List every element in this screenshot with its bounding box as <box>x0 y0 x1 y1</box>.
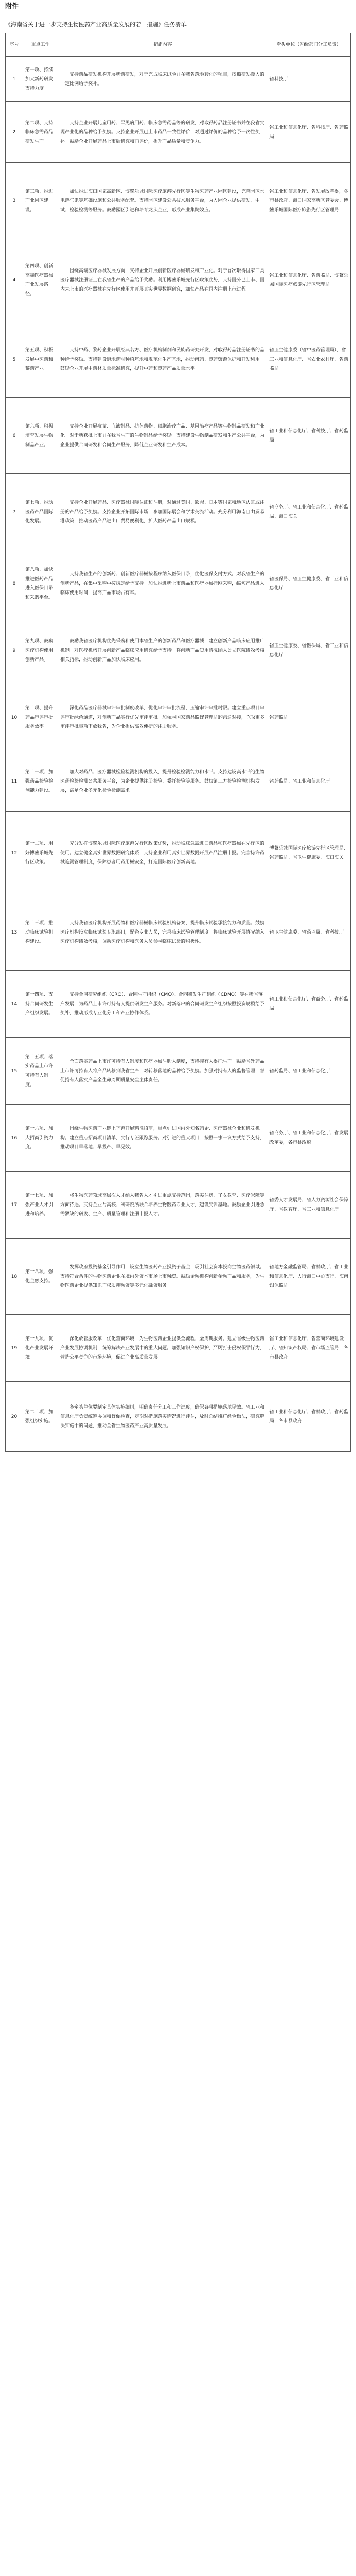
row-number-cell: 12 <box>6 812 23 894</box>
row-number-cell: 10 <box>6 684 23 751</box>
header-dept: 牵头单位（省级部门分工负责） <box>267 33 351 57</box>
focus-cell: 第二十项、加强组织实施。 <box>23 1382 58 1452</box>
row-number-cell: 18 <box>6 1239 23 1315</box>
table-row <box>6 1038 351 1105</box>
table-row <box>6 102 351 163</box>
row-number-cell: 6 <box>6 398 23 474</box>
table-row <box>6 751 351 812</box>
focus-cell: 第十三项、推动临床试验机构建设。 <box>23 894 58 971</box>
row-number-cell: 14 <box>6 971 23 1038</box>
content-cell: 深化药品医疗器械审评审批制度改革，优化审评审批流程，压缩审评审批时限。建立重点项目审评审批绿色通道，对创新产品实行优先审评审批。加强与国家药品监督管理局的沟通对接，争取更多审评审批事项下放我省，为企业提供高效便捷的注册服务。 <box>58 684 267 751</box>
table-row <box>6 550 351 617</box>
content-cell: 支持企业开展疫苗、血液制品、抗体药物、细胞治疗产品、基因治疗产品等生物制品研发和产业化。对于新获批上市并在我省生产的生物制品给予奖励。支持建设生物制品研发和生产公共平台，为企业提供合同研发和合同生产服务，降低企业研发和生产成本。 <box>58 398 267 474</box>
dept-cell: 省药监局、省工业和信息化厅 <box>267 1038 351 1105</box>
focus-cell: 第十八项、强化金融支持。 <box>23 1239 58 1315</box>
table-row <box>6 321 351 398</box>
content-cell: 深化放管服改革，优化营商环境，为生物医药企业提供全流程、全周期服务。建立省级生物医药产业发展协调机制，统筹解决产业发展中的重大问题。加强知识产权保护，严厉打击侵权假冒行为，营造公平竞争的市场环境，促进产业高质量发展。 <box>58 1315 267 1382</box>
table-row <box>6 398 351 474</box>
content-cell: 支持药品研发机构开展新药研发，对于完成临床试验并在我省落地转化的项目，按照研发投入的一定比例给予奖补。 <box>58 57 267 102</box>
dept-cell: 省工业和信息化厅、省商务厅、省药监局 <box>267 971 351 1038</box>
dept-cell: 省工业和信息化厅、省营商环境建设厅、省知识产权局、省市场监管局，各市县政府 <box>267 1315 351 1382</box>
content-cell: 加快推进海口国家高新区、博鳌乐城国际医疗旅游先行区等生物医药产业园区建设，完善园区水电路气讯等基础设施和公共服务配套。支持园区建设公共技术服务平台，为入园企业提供研发、中试、检验检测等服务。鼓励园区引进和培育龙头企业，形成产业集聚效应。 <box>58 163 267 239</box>
row-number-cell: 13 <box>6 894 23 971</box>
task-list-table <box>5 33 351 1452</box>
table-header-row <box>6 33 351 57</box>
focus-cell: 第三项、推进产业园区建设。 <box>23 163 58 239</box>
content-cell: 鼓励我省医疗机构优先采购和使用本省生产的创新药品和医疗器械，建立创新产品临床应用推广机制。对医疗机构开展创新产品临床应用研究给予支持。将创新产品使用情况纳入公立医院绩效考核相关指标，推动创新产品加快临床应用。 <box>58 617 267 684</box>
dept-cell: 省工业和信息化厅、省财政厅、省药监局，各市县政府 <box>267 1382 351 1452</box>
row-number-cell: 20 <box>6 1382 23 1452</box>
table-row <box>6 617 351 684</box>
focus-cell: 第十一项、加强药品检验检测能力建设。 <box>23 751 58 812</box>
table-row <box>6 1239 351 1315</box>
table-row <box>6 812 351 894</box>
dept-cell: 博鳌乐城国际医疗旅游先行区管理局、省药监局、省卫生健康委、海口海关 <box>267 812 351 894</box>
dept-cell: 省卫生健康委、省医保局、省工业和信息化厅 <box>267 617 351 684</box>
content-cell: 充分发挥博鳌乐城国际医疗旅游先行区政策优势，推动临床急需进口药品和医疗器械在先行区的使用。建立健全真实世界数据研究体系，支持企业利用真实世界数据开展产品注册申报。完善特许药械追溯管理制度，保障患者用药用械安全，打造国际医疗创新高地。 <box>58 812 267 894</box>
table-body <box>6 57 351 1452</box>
dept-cell: 省药监局、省工业和信息化厅 <box>267 751 351 812</box>
content-cell: 发挥政府投资基金引导作用，设立生物医药产业投资子基金，吸引社会资本投向生物医药领域。支持符合条件的生物医药企业在境内外资本市场上市融资。鼓励金融机构创新金融产品和服务，为生物医药企业提供知识产权质押融资等多元化融资服务。 <box>58 1239 267 1315</box>
content-cell: 将生物医药领域高层次人才纳入我省人才引进重点支持范围，落实住房、子女教育、医疗保障等方面待遇。支持企业与高校、科研院所联合培养生物医药专业人才，建设实训基地。鼓励企业引进急需紧缺的研发、生产、质量管理和注册申报人才。 <box>58 1172 267 1239</box>
document-title: 《海南省关于进一步支持生物医药产业高质量发展的若干措施》任务清单 <box>5 21 187 28</box>
content-cell: 围绕高端医疗器械发展方向，支持企业开展创新医疗器械研发和产业化。对于首次取得国家三类医疗器械注册证且在我省生产的产品给予奖励。利用博鳌乐城先行区政策优势，支持国外已上市、国内未上市的医疗器械在先行区使用并开展真实世界数据研究，加快产品在国内注册上市进程。 <box>58 239 267 321</box>
table-row <box>6 971 351 1038</box>
row-number-cell: 5 <box>6 321 23 398</box>
focus-cell: 第十六项、加大招商引资力度。 <box>23 1105 58 1172</box>
dept-cell: 省地方金融监管局、省财政厅、省工业和信息化厅、人行海口中心支行、海南银保监局 <box>267 1239 351 1315</box>
row-number-cell: 3 <box>6 163 23 239</box>
row-number-cell: 4 <box>6 239 23 321</box>
row-number-cell: 11 <box>6 751 23 812</box>
row-number-cell: 7 <box>6 474 23 550</box>
table-row <box>6 684 351 751</box>
dept-cell: 省工业和信息化厅、省科技厅、省药监局 <box>267 102 351 163</box>
row-number-cell: 2 <box>6 102 23 163</box>
content-cell: 全面落实药品上市许可持有人制度和医疗器械注册人制度，支持持有人委托生产。鼓励省外药品上市许可持有人将产品转移到我省生产，对转移落地的品种给予奖励。加强对持有人的监督管理，督促持有人落实产品全生命周期质量安全主体责任。 <box>58 1038 267 1105</box>
focus-cell: 第六项、积极培育发展生物制品产业。 <box>23 398 58 474</box>
dept-cell: 省科技厅 <box>267 57 351 102</box>
table-row <box>6 1105 351 1172</box>
content-cell: 支持我省医疗机构开展药物和医疗器械临床试验机构备案，提升临床试验承接能力和质量。鼓励医疗机构设立临床试验专职部门，配备专业人员，完善临床试验管理制度。将临床试验开展情况纳入医疗机构绩效考核，调动医疗机构和医务人员参与临床试验的积极性。 <box>58 894 267 971</box>
row-number-cell: 19 <box>6 1315 23 1382</box>
table-row <box>6 474 351 550</box>
document-header <box>5 2 350 29</box>
table-row <box>6 1382 351 1452</box>
table-row <box>6 894 351 971</box>
dept-cell: 省工业和信息化厅、省科技厅、省药监局 <box>267 398 351 474</box>
content-cell: 支持我省生产的创新药、创新医疗器械按程序纳入医保目录，优化医保支付方式。对我省生产的创新产品，在集中采购中按规定给予支持。加快推进新上市药品和医疗器械挂网采购，缩短产品进入临床使用时间，提高产品市场占有率。 <box>58 550 267 617</box>
header-focus: 重点工作 <box>23 33 58 57</box>
dept-cell: 省工业和信息化厅、省发展改革委，各市县政府、海口国家高新区管委会、博鳌乐城国际医疗旅游先行区管理局 <box>267 163 351 239</box>
row-number-cell: 9 <box>6 617 23 684</box>
focus-cell: 第七项、推动医药产品国际化发展。 <box>23 474 58 550</box>
dept-cell: 省工业和信息化厅、省药监局、博鳌乐城国际医疗旅游先行区管理局 <box>267 239 351 321</box>
row-number-cell: 16 <box>6 1105 23 1172</box>
row-number-cell: 1 <box>6 57 23 102</box>
focus-cell: 第十项、提升药品审评审批服务效率。 <box>23 684 58 751</box>
header-content: 措施内容 <box>58 33 267 57</box>
table-row <box>6 1172 351 1239</box>
focus-cell: 第五项、积极发展中医药和黎药产业。 <box>23 321 58 398</box>
content-cell: 加大对药品、医疗器械检验检测机构的投入，提升检验检测能力和水平。支持建设高水平的生物医药检验检测公共服务平台，为企业提供注册检验、委托检验等服务。鼓励第三方检验检测机构发展，满足企业多元化检验检测需求。 <box>58 751 267 812</box>
content-cell: 支持合同研究组织（CRO）、合同生产组织（CMO）、合同研发生产组织（CDMO）等在我省落户发展，为药品上市许可持有人提供研发生产服务。对新落户的合同研发生产组织按照投资规模给予奖补，推动形成专业化分工和产业协作体系。 <box>58 971 267 1038</box>
focus-cell: 第四项、创新高端医疗器械产业发展路径。 <box>23 239 58 321</box>
dept-cell: 省卫生健康委、省药监局、省科技厅 <box>267 894 351 971</box>
table-row <box>6 239 351 321</box>
row-number-cell: 17 <box>6 1172 23 1239</box>
dept-cell: 省药监局 <box>267 684 351 751</box>
table-row <box>6 163 351 239</box>
table-row <box>6 57 351 102</box>
focus-cell: 第二项、支持临床急需药品研发生产。 <box>23 102 58 163</box>
focus-cell: 第一项、持续加大新药研发支持力度。 <box>23 57 58 102</box>
dept-cell: 省商务厅、省工业和信息化厅、省发展改革委，各市县政府 <box>267 1105 351 1172</box>
content-cell: 支持中药、黎药企业开展经典名方、医疗机构制剂和民族药研究开发，对取得药品注册证书的品种给予奖励。支持建设道地药材种植基地和规范化生产基地，推动南药、黎药资源保护和开发利用。鼓励企业开展中药材质量标准研究，提升中药和黎药产品质量水平。 <box>58 321 267 398</box>
table-row <box>6 1315 351 1382</box>
content-cell: 围绕生物医药产业链上下游开展精准招商，重点引进国内外知名药企、医疗器械企业和研发机构。建立重点招商项目清单，实行专班跟踪服务。对引进的重大项目，按照一事一议方式给予支持，推动项目早落地、早投产、早见效。 <box>58 1105 267 1172</box>
focus-cell: 第十二项、用好博鳌乐城先行区政策。 <box>23 812 58 894</box>
focus-cell: 第九项、鼓励医疗机构使用创新产品。 <box>23 617 58 684</box>
focus-cell: 第十七项、加强产业人才引进和培养。 <box>23 1172 58 1239</box>
dept-cell: 省委人才发展局、省人力资源社会保障厅、省教育厅、省工业和信息化厅 <box>267 1172 351 1239</box>
focus-cell: 第八项、加快推进医药产品进入医保目录和采购平台。 <box>23 550 58 617</box>
focus-cell: 第十五项、落实药品上市许可持有人制度。 <box>23 1038 58 1105</box>
dept-cell: 省医保局、省卫生健康委、省工业和信息化厅 <box>267 550 351 617</box>
row-number-cell: 15 <box>6 1038 23 1105</box>
header-no: 序号 <box>6 33 23 57</box>
attachment-label: 附件 <box>5 3 19 10</box>
row-number-cell: 8 <box>6 550 23 617</box>
dept-cell: 省卫生健康委（省中医药管理局）、省工业和信息化厅、省农业农村厅、省药监局 <box>267 321 351 398</box>
focus-cell: 第十四项、支持合同研发生产组织发展。 <box>23 971 58 1038</box>
dept-cell: 省商务厅、省工业和信息化厅、省药监局、海口海关 <box>267 474 351 550</box>
content-cell: 各牵头单位要制定具体实施细则，明确责任分工和工作进度，确保各项措施落地见效。省工业和信息化厅负责统筹协调和督促检查，定期对措施落实情况进行评估，及时总结推广经验做法，研究解决实施中的问题，推动全省生物医药产业高质量发展。 <box>58 1382 267 1452</box>
content-cell: 支持企业开展儿童用药、罕见病用药、临床急需药品等的研发，对取得药品注册证书并在我省实现产业化的品种给予奖励。支持企业开展已上市药品一致性评价，对通过评价的品种给予一次性奖补。鼓励企业开展药品上市后研究和再评价，提升产品质量和竞争力。 <box>58 102 267 163</box>
content-cell: 支持企业开展药品、医疗器械国际认证和注册，对通过美国、欧盟、日本等国家和地区认证或注册的产品给予奖励。支持企业开拓国际市场，参加国际展会和学术交流活动。充分利用海南自由贸易港政策，推动医药产品进出口贸易便利化，扩大医药产品出口规模。 <box>58 474 267 550</box>
focus-cell: 第十九项、优化产业发展环境。 <box>23 1315 58 1382</box>
